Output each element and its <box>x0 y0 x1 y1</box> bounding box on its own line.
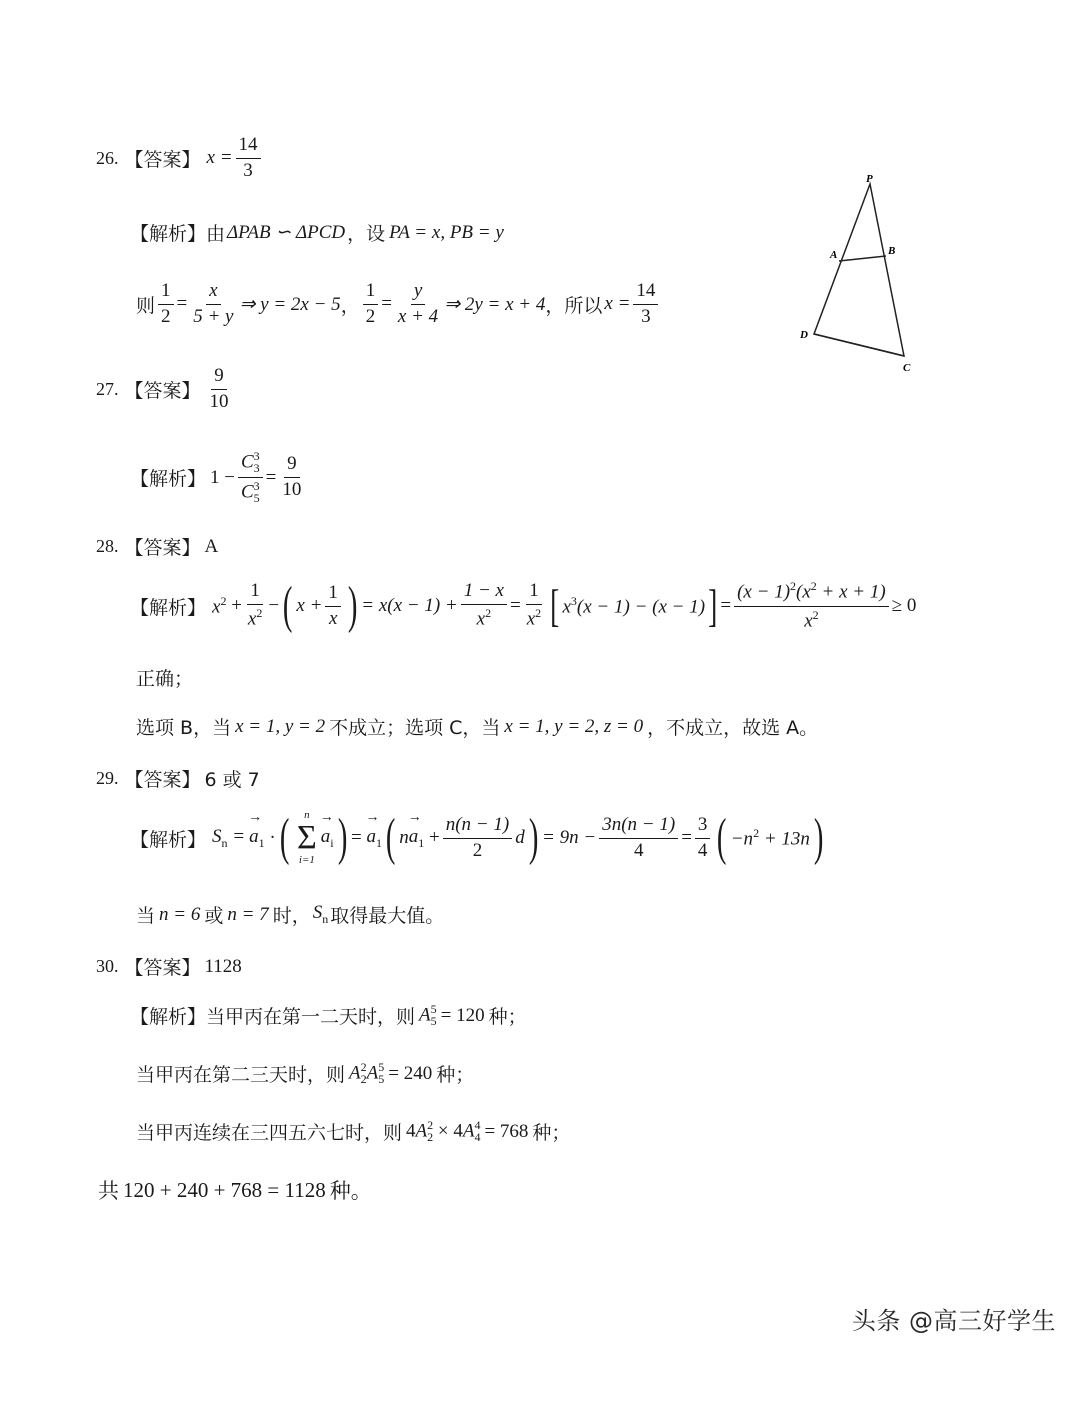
fraction: $\frac{x}{5 + y}$ <box>193 280 234 327</box>
q30-case3-line: 当甲丙连续在三四五六七时，则 $4A_2^2 \times 4A_4^4$ = 768 种； <box>136 1118 571 1145</box>
question-number: 26. <box>96 147 119 168</box>
fraction: $\frac{9}{10}$ <box>282 453 302 501</box>
answer-tag: 【答案】 <box>124 148 201 171</box>
analysis-tag: 【解析】 <box>130 1006 207 1029</box>
answer-lhs: x = <box>206 147 233 169</box>
trapezoid-figure <box>790 168 930 378</box>
q28-answer-line: 28. 【答案】 A <box>96 533 218 560</box>
question-number: 29. <box>96 768 119 788</box>
q29-answer-line: 29. 【答案】 6 或 7 <box>96 765 260 792</box>
fraction: $\frac{y}{x + 4}$ <box>397 280 439 327</box>
q26-answer-line <box>96 135 264 182</box>
answer-fraction: $\frac{14}{3}$ <box>236 135 261 182</box>
q27-answer-line <box>96 366 235 413</box>
question-number: 28. <box>96 536 119 556</box>
answer-fraction: $\frac{9}{10}$ <box>209 365 229 412</box>
answer-tag: 【答案】 <box>124 379 201 402</box>
q27-analysis-line: 【解析】 1 − $\frac{C_3^3}{C_5^3}$ = $\frac{9}{10}$ <box>130 450 307 506</box>
combination-fraction: $\frac{C_3^3}{C_5^3}$ <box>238 450 263 506</box>
q30-case1-line: 【解析】 当甲丙在第一二天时，则 $A_5^5$ = 120 种； <box>130 1002 527 1029</box>
watermark: 头条 @高三好学生 <box>851 1307 1056 1335</box>
fraction: $\frac{14}{3}$ <box>633 281 658 328</box>
q30-total-line: 共 120 + 240 + 768 = 1128 种。 <box>98 1177 372 1203</box>
answer-tag: 【答案】 <box>124 957 201 979</box>
label-c: C <box>903 362 911 374</box>
figure-outline <box>814 184 904 356</box>
analysis-tag: 【解析】 <box>130 223 207 245</box>
q29-analysis-line: 【解析】 $S_n$ = → $a_1$ · ( n Σ i=1 → $a_i$ ) = → $a_1$ ( n → $a_1$ + $\frac{n(n - 1)}{2}$ d ) = 9n − $\frac{3n(n - 1)}{4}$ = $\frac{3}{4}$ ( $-n^2 + 13n$ ) <box>130 810 827 866</box>
label-a: A <box>830 249 838 261</box>
q30-case2-line: 当甲丙在第二三天时，则 $A_2^2A_5^5$ = 240 种； <box>136 1060 475 1087</box>
q29-conclusion-line: 当 n = 6 或 n = 7 时， $S_n$ 取得最大值。 <box>136 902 445 927</box>
question-number: 30. <box>96 956 119 976</box>
q28-analysis-line: 【解析】 $x^2$ + $\frac{1}{x^2}$ − ( x + $\frac{1}{x}$ ) = x(x − 1) + $\frac{1 - x}{x^2}$ = $\frac{1}{x^2}$ [ $x^3(x - 1) - (x - 1)$ ] = $\frac{(x - 1)^2(x^2 + x + 1)}{x^2}$ ≥ 0 <box>130 577 917 634</box>
q26-analysis-line: 【解析】 由 ΔPAB ∽ ΔPCD ，设 PA = x, PB = y <box>130 219 504 246</box>
label-d: D <box>800 329 808 341</box>
similar-triangles: ΔPAB ∽ ΔPCD <box>227 222 346 243</box>
label-p: P <box>866 173 873 185</box>
fraction: $\frac{1}{2}$ <box>363 281 379 328</box>
answer-tag: 【答案】 <box>124 537 201 559</box>
q28-correct-line: 正确； <box>136 668 194 690</box>
answer-tag: 【答案】 <box>124 769 201 791</box>
q26-derivation-line: 则 $\frac{1}{2}$ = $\frac{x}{5 + y}$ ⇒ y = 2x − 5 ， $\frac{1}{2}$ = $\frac{y}{x + 4}$ ⇒ 2y = x + 4 ，所以 x = $\frac{14}{3}$ <box>136 281 661 328</box>
q28-options-line: 选项 B，当 x = 1, y = 2 不成立；选项 C，当 x = 1, y = 2, z = 0 ，不成立，故选 A。 <box>136 715 819 739</box>
question-number: 27. <box>96 378 119 399</box>
segment-dc <box>814 334 904 356</box>
label-b: B <box>888 245 896 257</box>
analysis-tag: 【解析】 <box>130 828 207 851</box>
analysis-tag: 【解析】 <box>130 468 207 491</box>
q30-answer-line: 30. 【答案】 1128 <box>96 953 242 980</box>
segment-ab <box>839 256 886 261</box>
fraction: $\frac{1}{2}$ <box>158 281 174 328</box>
analysis-tag: 【解析】 <box>130 596 207 619</box>
